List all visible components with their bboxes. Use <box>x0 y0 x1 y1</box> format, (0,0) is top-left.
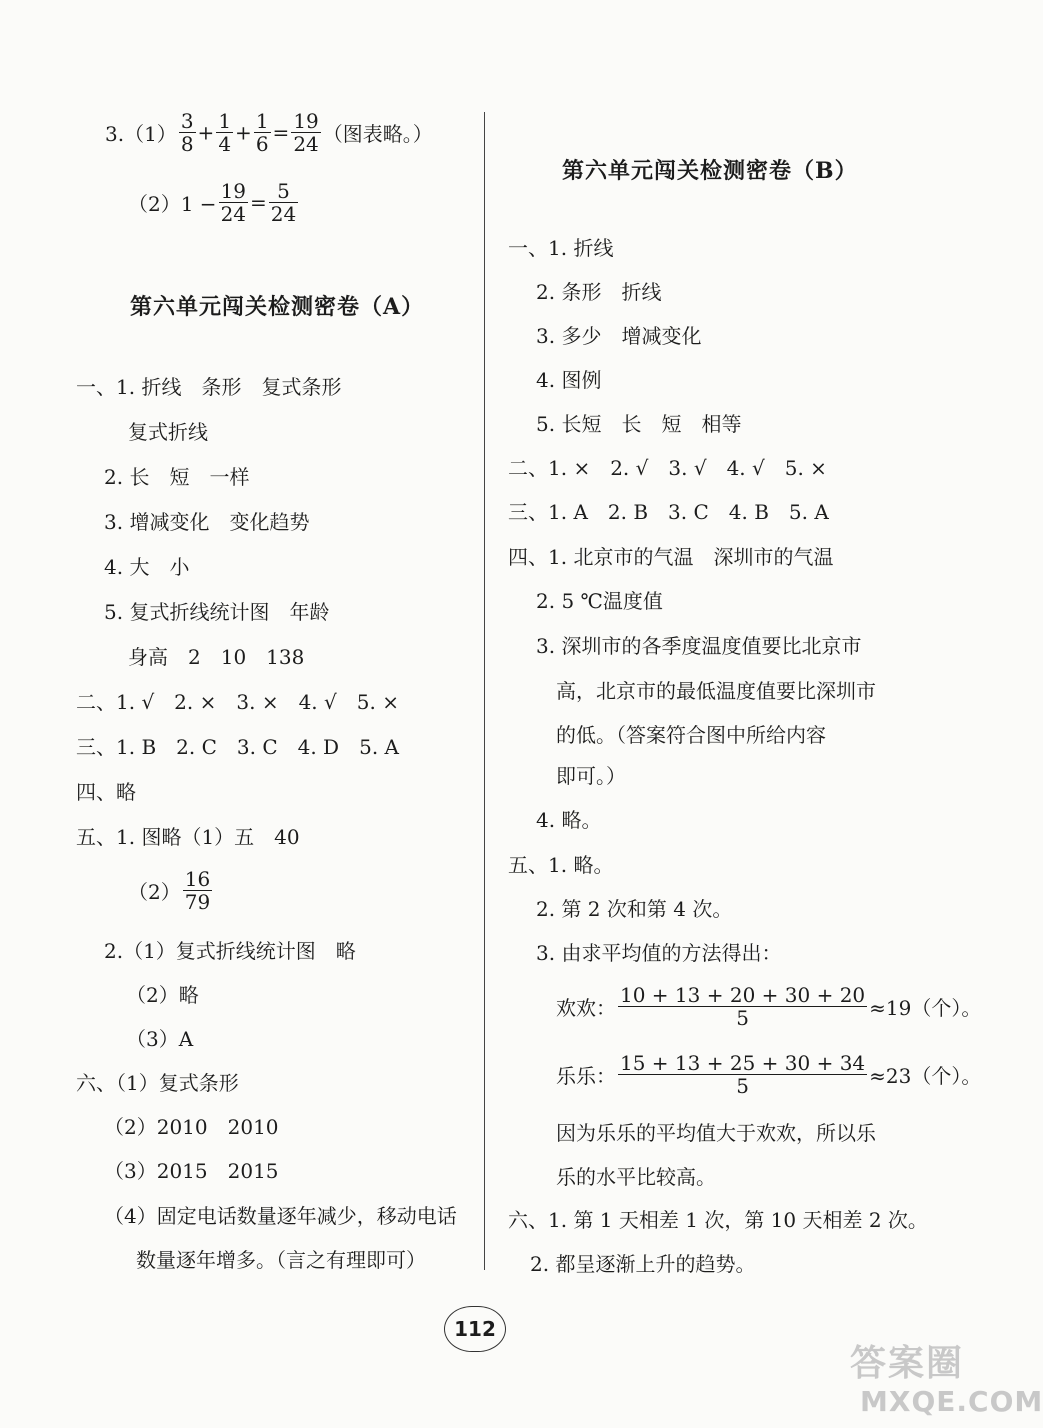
equation-3-1: 3.（1） $\frac{3}{8}$ + $\frac{1}{4}$ + $\frac{1}{6}$ = $\frac{19}{24}$ （图表略。） <box>105 109 433 156</box>
answer-line: 4. 略。 <box>536 808 602 832</box>
fraction: $\frac{19}{24}$ <box>293 109 319 156</box>
answer-line: （2）略 <box>126 983 199 1007</box>
equation-suffix: （图表略。） <box>322 122 433 146</box>
answer-line: 2. 长 短 一样 <box>104 465 250 489</box>
answer-line: 因为乐乐的平均值大于欢欢，所以乐 <box>556 1121 876 1145</box>
answer-line: 四、1. 北京市的气温 深圳市的气温 <box>508 545 834 569</box>
answer-line: 2. 第 2 次和第 4 次。 <box>536 897 733 921</box>
answer-line: 复式折线 <box>128 420 208 444</box>
answer-line: 三、1. B 2. C 3. C 4. D 5. A <box>76 735 399 759</box>
section-title-b: 第六单元闯关检测密卷（B） <box>562 158 858 184</box>
equation-3-2: （2）1 − $\frac{19}{24}$ = $\frac{5}{24}$ <box>128 179 297 226</box>
column-divider <box>484 112 485 1270</box>
answer-line: 3. 增减变化 变化趋势 <box>104 510 310 534</box>
fraction: $\frac{5}{24}$ <box>270 179 297 226</box>
answer-line: 五、1. 图略（1）五 40 <box>76 825 300 849</box>
answer-line: 2. 都呈逐渐上升的趋势。 <box>530 1252 756 1276</box>
answer-line: 的低。（答案符合图中所给内容 <box>556 723 826 747</box>
answer-line: （2）2010 2010 <box>104 1115 279 1139</box>
answer-line: 五、1. 略。 <box>508 853 614 877</box>
answer-line: （3）A <box>126 1027 194 1051</box>
answer-line: 数量逐年增多。（言之有理即可） <box>136 1248 426 1272</box>
fraction: $\frac{1}{6}$ <box>255 109 269 156</box>
answer-line: 乐的水平比较高。 <box>556 1165 716 1189</box>
section-title-a: 第六单元闯关检测密卷（A） <box>130 294 425 320</box>
answer-line: 2. 5 ℃温度值 <box>536 589 663 613</box>
answer-fraction-line: （2） $\frac{16}{79}$ <box>128 867 211 914</box>
answer-line: 高，北京市的最低温度值要比深圳市 <box>556 679 876 703</box>
fraction: $\frac{15 + 13 + 25 + 30 + 34}{5}$ <box>620 1051 866 1098</box>
answer-line: 3. 多少 增减变化 <box>536 324 702 348</box>
answer-line: 即可。） <box>556 764 626 788</box>
equation-prefix: （2）1 − <box>128 192 217 216</box>
answer-line: 身高 2 10 138 <box>128 645 305 669</box>
answer-line: 二、1. × 2. √ 3. √ 4. √ 5. × <box>508 456 827 480</box>
answer-line: （4）固定电话数量逐年减少，移动电话 <box>104 1204 457 1228</box>
answer-line: 4. 图例 <box>536 368 602 392</box>
answer-line: 三、1. A 2. B 3. C 4. B 5. A <box>508 500 829 524</box>
answer-line: 3. 由求平均值的方法得出： <box>536 941 782 965</box>
answer-line: 二、1. √ 2. × 3. × 4. √ 5. × <box>76 690 399 714</box>
fraction: $\frac{19}{24}$ <box>220 179 247 226</box>
watermark-logo: 答案圈 MXQE.COM <box>850 1343 1043 1418</box>
average-lele: 乐乐： $\frac{15 + 13 + 25 + 30 + 34}{5}$ ≈23（个）。 <box>556 1051 982 1098</box>
answer-line: 2. 条形 折线 <box>536 280 662 304</box>
answer-line: 5. 长短 长 短 相等 <box>536 412 742 436</box>
page-number: 112 <box>444 1306 506 1352</box>
average-huanhuan: 欢欢： $\frac{10 + 13 + 20 + 30 + 20}{5}$ ≈19（个）。 <box>556 983 982 1030</box>
answer-line: 2.（1）复式折线统计图 略 <box>104 939 356 963</box>
fraction: $\frac{1}{4}$ <box>218 109 232 156</box>
answer-line: （3）2015 2015 <box>104 1159 279 1183</box>
fraction: $\frac{3}{8}$ <box>180 109 194 156</box>
answer-line: 5. 复式折线统计图 年龄 <box>104 600 330 624</box>
equation-prefix: 3.（1） <box>105 122 177 146</box>
answer-line: 3. 深圳市的各季度温度值要比北京市 <box>536 634 862 658</box>
answer-line: 六、1. 第 1 天相差 1 次，第 10 天相差 2 次。 <box>508 1208 928 1232</box>
answer-line: 六、（1）复式条形 <box>76 1071 239 1095</box>
answer-line: 一、1. 折线 <box>508 236 614 260</box>
fraction: $\frac{10 + 13 + 20 + 30 + 20}{5}$ <box>620 983 866 1030</box>
fraction: $\frac{16}{79}$ <box>184 867 211 914</box>
answer-line: 四、略 <box>76 780 136 804</box>
answer-line: 一、1. 折线 条形 复式条形 <box>76 375 342 399</box>
answer-line: 4. 大 小 <box>104 555 190 579</box>
